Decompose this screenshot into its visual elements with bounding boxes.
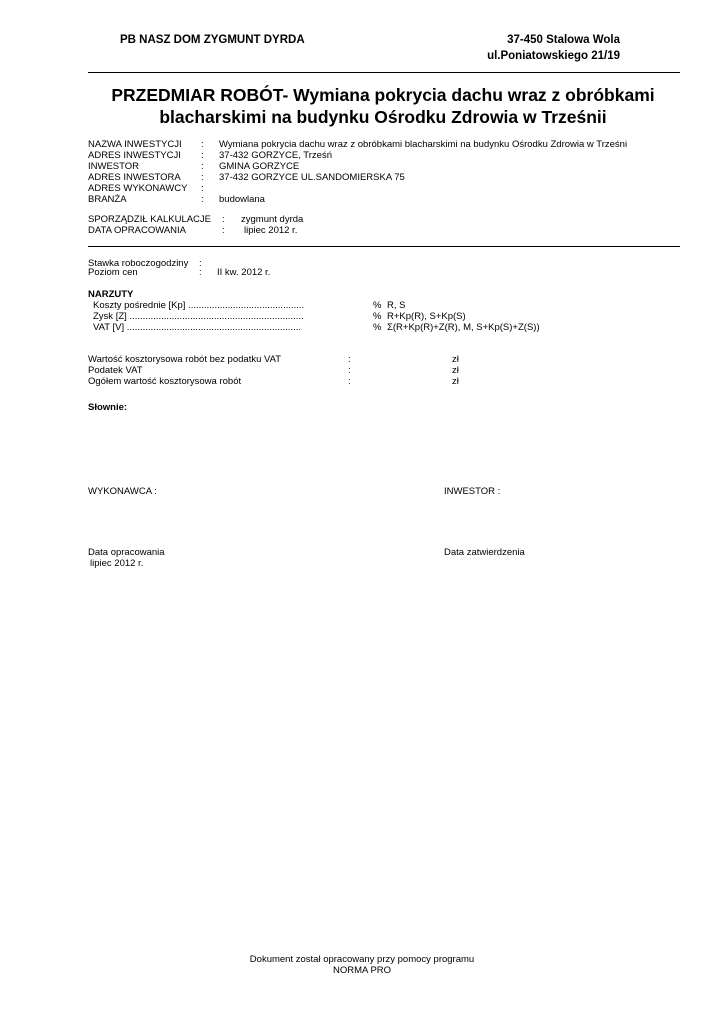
info-label: BRANŻA [88, 194, 127, 205]
info-value: budowlana [219, 194, 265, 205]
total-unit: zł [452, 365, 459, 376]
overhead-label: Koszty pośrednie [Kp] ............................................ [93, 300, 305, 311]
title-line-1: PRZEDMIAR ROBÓT- Wymiana pokrycia dachu wraz z obróbkami [111, 85, 655, 105]
info-label: NAZWA INWESTYCJI [88, 139, 182, 150]
info-sep: : [201, 161, 204, 172]
footer-note: Dokument został opracowany przy pomocy programu [249, 954, 475, 965]
info-label: ADRES WYKONAWCY [88, 183, 188, 194]
overheads-heading: NARZUTY [88, 289, 134, 300]
info-sep: : [201, 172, 204, 183]
info-label: ADRES INWESTORA [88, 172, 181, 183]
info-sep: : [201, 194, 204, 205]
prepared-sep: : [222, 225, 225, 236]
prepared-value: lipiec 2012 r. [244, 225, 298, 236]
footer-program: NORMA PRO [332, 965, 392, 976]
info-sep: : [201, 139, 204, 150]
rate-sep: : [199, 258, 202, 269]
info-value: GMINA GORZYCE [219, 161, 300, 172]
rate-label: Stawka roboczogodziny [88, 258, 189, 269]
info-value: 37-432 GORZYCE UL.SANDOMIERSKA 75 [219, 172, 405, 183]
investor-label: INWESTOR : [444, 486, 501, 497]
overhead-label: Zysk [Z] .................................................................. [93, 311, 304, 322]
section-rule [88, 246, 680, 247]
header-rule [88, 72, 680, 73]
info-sep: : [201, 150, 204, 161]
rate-value: II kw. 2012 r. [217, 267, 271, 278]
prepared-label: DATA OPRACOWANIA [88, 225, 187, 236]
info-value: Wymiana pokrycia dachu wraz z obróbkami blacharskimi na budynku Ośrodku Zdrowia w Trześni [219, 139, 628, 150]
info-label: ADRES INWESTYCJI [88, 150, 181, 161]
total-label: Wartość kosztorysowa robót bez podatku VAT [88, 354, 282, 365]
rate-sep: : [199, 267, 202, 278]
contractor-label: WYKONAWCA : [88, 486, 157, 497]
prepared-value: zygmunt dyrda [241, 214, 304, 225]
total-sep: : [348, 376, 351, 387]
total-sep: : [348, 365, 351, 376]
date-prepared-label: Data opracowania [88, 547, 165, 558]
document-title [88, 84, 678, 128]
overhead-unit: % [373, 300, 382, 311]
company-name: PB NASZ DOM ZYGMUNT DYRDA [120, 34, 305, 46]
total-unit: zł [452, 354, 459, 365]
prepared-label: SPORZĄDZIŁ KALKULACJE [88, 214, 212, 225]
total-unit: zł [452, 376, 459, 387]
info-sep: : [201, 183, 204, 194]
overhead-label: VAT [V] .................................................................. [93, 322, 301, 333]
total-label: Ogółem wartość kosztorysowa robót [88, 376, 242, 387]
overhead-unit: % [373, 322, 382, 333]
overhead-formula: R+Kp(R), S+Kp(S) [387, 311, 466, 322]
overhead-formula: Σ(R+Kp(R)+Z(R), M, S+Kp(S)+Z(S)) [387, 322, 540, 333]
prepared-sep: : [222, 214, 225, 225]
amount-in-words-label: Słownie: [88, 402, 128, 413]
date-prepared-value: lipiec 2012 r. [90, 558, 144, 569]
overhead-unit: % [373, 311, 382, 322]
total-sep: : [348, 354, 351, 365]
overhead-formula: R, S [387, 300, 406, 311]
company-city: 37-450 Stalowa Wola [507, 34, 620, 46]
info-label: INWESTOR [88, 161, 140, 172]
rate-label: Poziom cen [88, 267, 138, 278]
date-approved-label: Data zatwierdzenia [444, 547, 525, 558]
company-street: ul.Poniatowskiego 21/19 [487, 50, 620, 62]
title-line-2: blacharskimi na budynku Ośrodku Zdrowia w Trześnii [159, 107, 607, 127]
total-label: Podatek VAT [88, 365, 143, 376]
info-value: 37-432 GORZYCE, Trześń [219, 150, 332, 161]
